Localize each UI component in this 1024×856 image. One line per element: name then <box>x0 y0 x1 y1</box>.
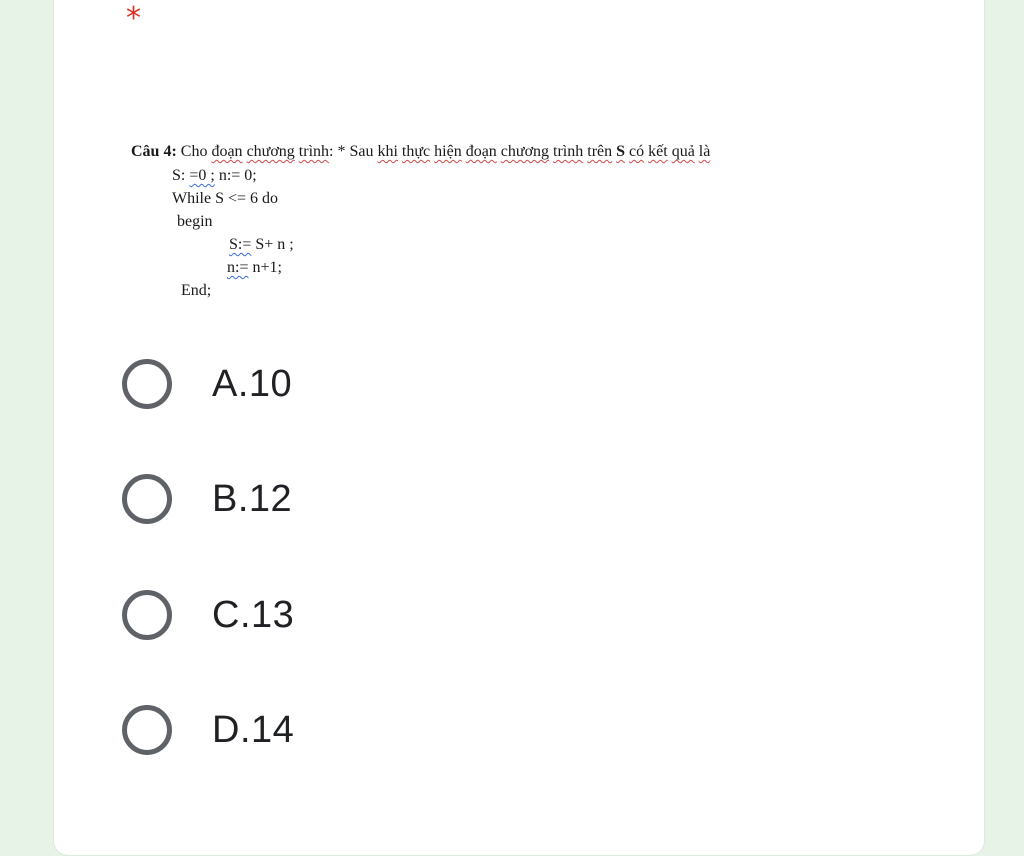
radio-button-d[interactable] <box>122 705 172 755</box>
code-line <box>227 259 282 277</box>
question-text-part: Cho <box>176 143 212 160</box>
question-word: đoạn <box>211 143 243 160</box>
code-line <box>172 167 257 185</box>
question-word: đoạn <box>465 143 497 160</box>
question-number: Câu 4: <box>131 143 177 160</box>
code-token: n+1; <box>248 259 282 276</box>
code-token: S:= <box>229 236 252 253</box>
radio-button-a[interactable] <box>122 359 172 409</box>
code-token: S+ n ; <box>251 236 294 253</box>
code-line: End; <box>181 282 212 299</box>
option-label-d: D.14 <box>212 708 295 751</box>
question-word: khi <box>377 143 398 160</box>
question-word: thực <box>401 143 431 160</box>
option-a[interactable] <box>122 354 292 414</box>
code-token: n:= <box>227 259 249 276</box>
question-title <box>131 143 710 161</box>
code-line: begin <box>177 213 213 230</box>
question-word: chương <box>246 143 295 160</box>
required-marker: * <box>126 1 141 36</box>
radio-button-b[interactable] <box>122 474 172 524</box>
option-label-a: A.10 <box>212 362 293 405</box>
question-word: trình <box>553 143 584 160</box>
question-word: trên <box>587 143 613 160</box>
option-c[interactable] <box>122 585 294 645</box>
question-word: S <box>616 143 626 160</box>
question-text-part: : * Sau <box>329 143 378 160</box>
radio-button-c[interactable] <box>122 590 172 640</box>
question-word: trình <box>298 143 330 160</box>
question-word: có <box>629 143 645 160</box>
code-token: n:= 0; <box>214 167 257 184</box>
code-token: S: <box>172 167 190 184</box>
question-word: kết <box>648 143 668 160</box>
question-word: quả <box>671 143 695 160</box>
option-d[interactable] <box>122 700 294 760</box>
question-word: hiện <box>434 143 462 160</box>
option-b[interactable] <box>122 469 292 529</box>
code-line: While S <= 6 do <box>172 190 279 207</box>
code-line <box>229 236 294 254</box>
question-content <box>131 141 851 311</box>
question-word: là <box>698 143 711 160</box>
option-label-b: B.12 <box>212 477 293 520</box>
code-token: =0 ; <box>189 167 215 184</box>
question-word: chương <box>500 143 550 160</box>
option-label-c: C.13 <box>212 593 295 636</box>
